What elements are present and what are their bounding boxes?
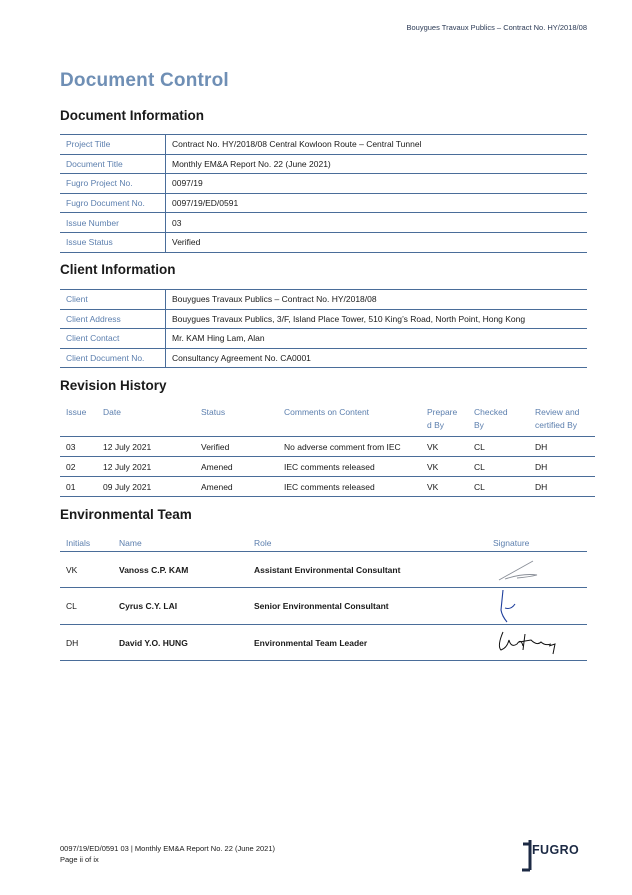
field-value: 03 [166, 213, 588, 233]
cell-role: Assistant Environmental Consultant [248, 552, 487, 588]
column-header-issue: Issue [66, 407, 87, 417]
cell-issue: 01 [60, 477, 97, 497]
column-header-signature: Signature [487, 534, 587, 552]
table-row [60, 213, 587, 233]
environmental-team-table [60, 534, 587, 661]
cell-status: Amened [195, 477, 278, 497]
cell-date: 09 July 2021 [97, 477, 195, 497]
logo-text: FUGRO [532, 843, 580, 857]
cell-comments: No adverse comment from IEC [278, 437, 421, 457]
header-line: Prepare [427, 407, 458, 417]
cell-prepared-by: VK [421, 437, 468, 457]
field-label: Client Address [60, 309, 166, 329]
header-line: By [474, 419, 484, 430]
table-row [60, 290, 587, 310]
column-header-initials: Initials [60, 534, 113, 552]
document-information-table [60, 134, 587, 253]
cell-prepared-by: VK [421, 457, 468, 477]
field-value: Monthly EM&A Report No. 22 (June 2021) [166, 154, 588, 174]
table-row [60, 174, 587, 194]
table-row [60, 348, 587, 368]
cell-initials: DH [60, 625, 113, 661]
cell-reviewed-by: DH [529, 477, 595, 497]
table-row [60, 437, 595, 457]
table-row [60, 552, 587, 588]
table-row [60, 232, 587, 252]
signature-image [493, 555, 553, 585]
field-label: Client Contact [60, 329, 166, 349]
cell-reviewed-by: DH [529, 457, 595, 477]
document-information-heading: Document Information [60, 108, 204, 123]
cell-issue: 03 [60, 437, 97, 457]
table-row [60, 477, 595, 497]
signature-image [493, 588, 533, 624]
table-row [60, 588, 587, 625]
field-value: Contract No. HY/2018/08 Central Kowloon Route – Central Tunnel [166, 135, 588, 155]
cell-date: 12 July 2021 [97, 457, 195, 477]
table-header-row [60, 534, 587, 552]
cell-issue: 02 [60, 457, 97, 477]
cell-comments: IEC comments released [278, 477, 421, 497]
table-row [60, 193, 587, 213]
cell-checked-by: CL [468, 477, 529, 497]
field-value: 0097/19 [166, 174, 588, 194]
cell-role: Senior Environmental Consultant [248, 588, 487, 625]
field-label: Document Title [60, 154, 166, 174]
revision-history-heading: Revision History [60, 378, 167, 393]
table-row [60, 135, 587, 155]
cell-reviewed-by: DH [529, 437, 595, 457]
cell-name: David Y.O. HUNG [113, 625, 248, 661]
cell-role: Environmental Team Leader [248, 625, 487, 661]
fugro-logo [519, 838, 591, 872]
cell-name: Vanoss C.P. KAM [113, 552, 248, 588]
column-header-prepared-by [421, 406, 468, 437]
field-label: Issue Number [60, 213, 166, 233]
field-value: Consultancy Agreement No. CA0001 [166, 348, 588, 368]
cell-initials: VK [60, 552, 113, 588]
column-header-role: Role [248, 534, 487, 552]
field-value: Bouygues Travaux Publics, 3/F, Island Place Tower, 510 King’s Road, North Point, Hong Kong [166, 309, 588, 329]
running-header: Bouygues Travaux Publics – Contract No. HY/2018/08 [406, 23, 587, 32]
field-label: Client Document No. [60, 348, 166, 368]
signature-image [493, 628, 568, 658]
revision-history-table [60, 406, 595, 497]
column-header-reviewed-by [529, 406, 595, 437]
column-header-checked-by [468, 406, 529, 437]
cell-name: Cyrus C.Y. LAI [113, 588, 248, 625]
table-header-row [60, 406, 595, 437]
header-line: Checked [474, 407, 508, 417]
client-information-heading: Client Information [60, 262, 176, 277]
cell-checked-by: CL [468, 437, 529, 457]
field-value: Bouygues Travaux Publics – Contract No. HY/2018/08 [166, 290, 588, 310]
table-row [60, 309, 587, 329]
column-header-name: Name [113, 534, 248, 552]
cell-signature [487, 588, 587, 625]
cell-signature [487, 552, 587, 588]
table-row [60, 329, 587, 349]
cell-signature [487, 625, 587, 661]
table-row [60, 457, 595, 477]
table-row [60, 154, 587, 174]
header-line: Review and [535, 407, 580, 417]
field-label: Fugro Project No. [60, 174, 166, 194]
table-row [60, 625, 587, 661]
column-header-status: Status [201, 407, 226, 417]
column-header-date: Date [103, 407, 121, 417]
client-information-table [60, 289, 587, 368]
cell-status: Verified [195, 437, 278, 457]
cell-checked-by: CL [468, 457, 529, 477]
header-line: certified By [535, 419, 578, 430]
cell-comments: IEC comments released [278, 457, 421, 477]
field-label: Project Title [60, 135, 166, 155]
cell-initials: CL [60, 588, 113, 625]
field-value: Verified [166, 232, 588, 252]
cell-date: 12 July 2021 [97, 437, 195, 457]
field-label: Fugro Document No. [60, 193, 166, 213]
footer-document-reference: 0097/19/ED/0591 03 | Monthly EM&A Report No. 22 (June 2021) [60, 844, 275, 853]
environmental-team-heading: Environmental Team [60, 507, 192, 522]
field-value: 0097/19/ED/0591 [166, 193, 588, 213]
page-footer [60, 843, 275, 865]
field-value: Mr. KAM Hing Lam, Alan [166, 329, 588, 349]
column-header-comments: Comments on Content [284, 407, 370, 417]
cell-prepared-by: VK [421, 477, 468, 497]
field-label: Issue Status [60, 232, 166, 252]
header-line: d By [427, 419, 445, 430]
field-label: Client [60, 290, 166, 310]
footer-page-number: Page ii of ix [60, 855, 99, 864]
cell-status: Amened [195, 457, 278, 477]
page-title: Document Control [60, 70, 229, 91]
